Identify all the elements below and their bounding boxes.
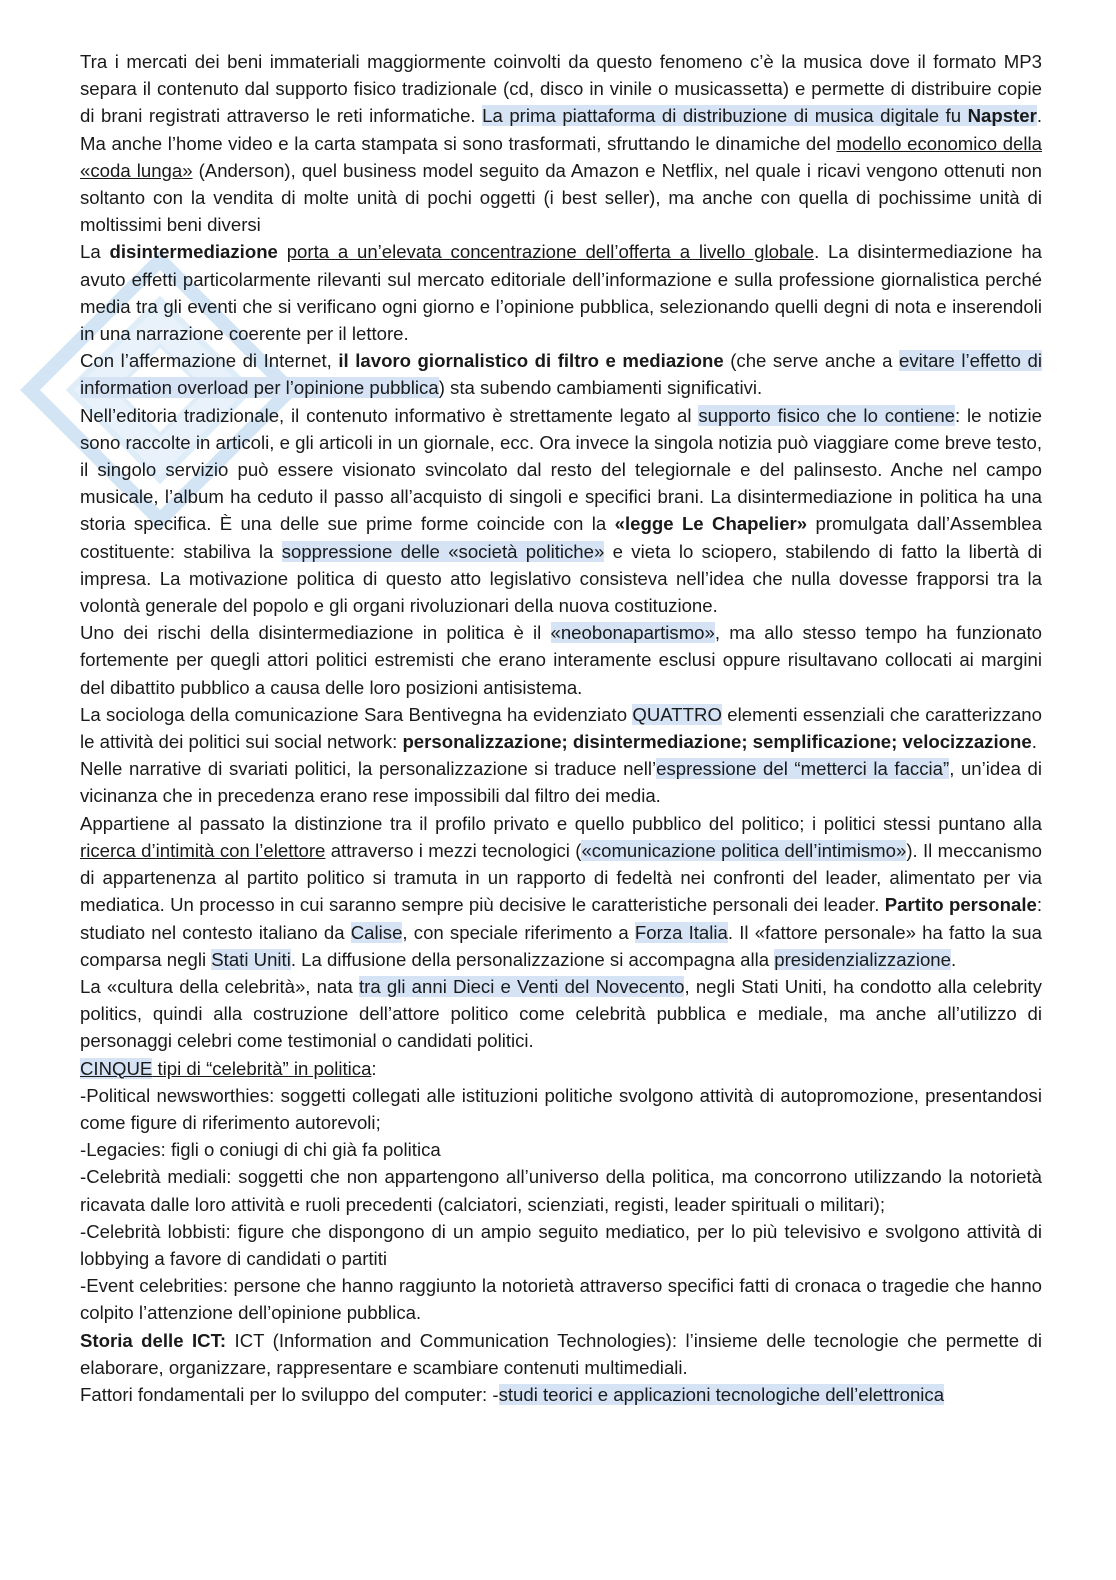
text-run: . Ma anche l’home video e la carta stampata si sono trasformati, sfruttando le dinamiche del	[80, 105, 1042, 154]
highlighted-text: Stati Uniti	[211, 948, 291, 970]
paragraph	[80, 1218, 1042, 1272]
highlighted-text: La prima piattaforma di distribuzione di musica digitale fu	[482, 105, 968, 127]
paragraph	[80, 701, 1042, 755]
text-run: e vieta lo sciopero, stabilendo di fatto la libertà di impresa. La motivazione politica di questo atto legislativo consisteva nell’idea che nulla dovesse frapporsi tra la volontà generale del popolo e gli organi rivoluzionari della nuova costituzione.	[80, 540, 1042, 617]
text-run: : le notizie sono raccolte in articoli, e gli articoli in un giornale, ecc. Ora invece la singola notizia può viaggiare come breve testo, il singolo servizio può essere visionato svincolato dal resto del telegiornale e del palinsesto. Anche nel campo musicale, l’album ha ceduto il passo all’acquisto di singoli e specifici brani. La disintermediazione in politica ha una storia specifica. È una delle sue prime forme coincide con la	[80, 404, 1043, 535]
highlighted-text: supporto fisico che lo contiene	[698, 404, 956, 426]
paragraph	[80, 755, 1042, 809]
text-run: elementi essenziali che caratterizzano le attività dei politici sui social network:	[80, 703, 1042, 753]
text-run: Tra i mercati dei beni immateriali maggiormente coinvolti da questo fenomeno c’è la musica dove il formato MP3 separa il contenuto dal supporto fisico tradizionale (cd, disco in vinile o musicassetta) e permette di distribuire copie di brani registrati attraverso le reti informatiche.	[80, 51, 1042, 127]
text-run: (che serve anche a	[723, 350, 900, 372]
highlighted-text: CINQUE	[80, 1057, 153, 1079]
text-run: -Legacies: figli o coniugi di chi già fa politica	[80, 1139, 441, 1161]
highlighted-text: evitare l’effetto di information overload per l’opinione pubblica	[80, 350, 1042, 399]
paragraph	[80, 619, 1042, 701]
paragraph	[80, 1381, 1042, 1408]
text-run: ricerca d’intimità con l’elettore	[80, 839, 326, 861]
text-run: -Event celebrities: persone che hanno raggiunto la notorietà attraverso specifici fatti di cronaca o tragedie che hanno colpito l’attenzione dell’opinione pubblica.	[80, 1275, 1042, 1324]
text-run: -Celebrità lobbisti: figure che dispongono di un ampio seguito mediatico, per lo più televisivo e svolgono attività di lobbying a favore di candidati o partiti	[80, 1220, 1042, 1269]
text-run: . La disintermediazione ha avuto effetti particolarmente rilevanti sul mercato editoriale dell’informazione e sulla professione giornalistica perché media tra gli eventi che si verificano ogni giorno e l’opinione pubblica, selezionando quelli degni di nota e inserendoli in una narrazione coerente per il lettore.	[80, 241, 1043, 345]
highlighted-text: studi teorici e applicazioni tecnologiche dell’elettronica	[498, 1383, 945, 1405]
text-run: . La diffusione della personalizzazione si accompagna alla	[290, 948, 775, 970]
paragraph	[80, 1082, 1042, 1136]
paragraph	[80, 1055, 1042, 1082]
bold-text: «legge Le Chapelier»	[614, 513, 808, 535]
bold-text: personalizzazione; disintermediazione; semplificazione; velocizzazione	[402, 731, 1032, 753]
text-run	[278, 241, 287, 262]
text-run: Uno dei rischi della disintermediazione in politica è il	[80, 622, 551, 644]
text-run: Nelle narrative di svariati politici, la personalizzazione si traduce nell’	[80, 758, 657, 780]
text-run: La «cultura della celebrità», nata	[80, 975, 360, 997]
text-run: La sociologa della comunicazione Sara Bentivegna ha evidenziato	[80, 703, 633, 725]
text-run: .	[1031, 731, 1037, 753]
document-body	[80, 48, 1042, 1408]
bold-text: Partito personale	[884, 894, 1037, 916]
text-run: -Celebrità mediali: soggetti che non appartengono all’universo della politica, ma concorrono utilizzando la notorietà ricavata dalle loro attività e ruoli precedenti (calciatori, scienziati, registi, leader spirituali o militari);	[80, 1166, 1042, 1215]
text-run: Nell’editoria tradizionale, il contenuto informativo è strettamente legato al	[80, 404, 699, 426]
text-run: porta a un’elevata concentrazione dell’offerta a livello globale	[286, 241, 815, 263]
text-run: tipi di “celebrità” in politica	[152, 1057, 372, 1079]
highlighted-text: QUATTRO	[632, 703, 722, 725]
text-run: Fattori fondamentali per lo sviluppo del computer: -	[80, 1383, 499, 1405]
text-run: ). Il meccanismo di appartenenza al partito politico si tramuta in un rapporto di fedeltà nei confronti del leader, alimentato per via mediatica. Un processo in cui saranno sempre più decisive le caratteristiche personali dei leader.	[80, 839, 1042, 916]
text-run: , con speciale riferimento a	[402, 921, 635, 943]
text-run: (Anderson), quel business model seguito da Amazon e Netflix, nel quale i ricavi vengono ottenuti non soltanto con la vendita di molte unità di pochi oggetti (i best seller), ma anche con quella di pochissime unità di moltissimi beni diversi	[80, 159, 1042, 236]
paragraph	[80, 347, 1042, 401]
highlighted-text: «comunicazione politica dell’intimismo»	[581, 839, 907, 861]
bold-text: il lavoro giornalistico di filtro e mediazione	[338, 350, 724, 372]
highlighted-text: soppressione delle «società politiche»	[281, 540, 605, 562]
highlighted-text: espressione del “metterci la faccia”	[656, 758, 950, 780]
highlighted-text: «neobonapartismo»	[550, 622, 715, 644]
paragraph	[80, 402, 1042, 620]
text-run: attraverso i mezzi tecnologici (	[325, 839, 582, 861]
text-run: , ma allo stesso tempo ha funzionato fortemente per quegli attori politici estremisti che erano interamente esclusi oppure risultavano collocati ai margini del dibattito pubblico a causa delle loro posizioni antisistema.	[80, 622, 1042, 698]
text-run: , negli Stati Uniti, ha condotto alla celebrity politics, quindi alla costruzione dell’attore politico come celebrità pubblica e mediale, ma anche all’utilizzo di personaggi celebri come testimonial o candidati politici.	[80, 975, 1042, 1052]
text-run: ) sta subendo cambiamenti significativi.	[438, 377, 763, 399]
text-run: . Il «fattore personale» ha fatto la sua comparsa negli	[80, 921, 1042, 970]
text-run: -Political newsworthies: soggetti collegati alle istituzioni politiche svolgono attività di autopromozione, presentandosi come figure di riferimento autorevoli;	[80, 1084, 1042, 1133]
text-run: Appartiene al passato la distinzione tra il profilo privato e quello pubblico del politico; i politici stessi puntano alla	[80, 812, 1042, 834]
text-run: .	[951, 948, 957, 970]
text-run: Con l’affermazione di Internet,	[80, 350, 339, 372]
bold-text: Storia delle ICT:	[80, 1329, 227, 1351]
highlighted-text: Forza Italia	[634, 921, 728, 943]
paragraph	[80, 1327, 1042, 1381]
paragraph	[80, 238, 1042, 347]
text-run: : studiato nel contesto italiano da	[80, 894, 1042, 943]
highlighted-text: tra gli anni Dieci e Venti del Novecento	[359, 975, 685, 997]
text-run: modello economico della «coda lunga»	[80, 132, 1042, 181]
paragraph	[80, 810, 1042, 973]
bold-text: disintermediazione	[109, 241, 278, 263]
text-run: La	[80, 241, 110, 263]
paragraph	[80, 48, 1042, 238]
text-run: , un’idea di vicinanza che in precedenza erano rese impossibili dal filtro dei media.	[80, 758, 1042, 807]
highlighted-text: Napster	[967, 105, 1037, 127]
paragraph	[80, 1272, 1042, 1326]
highlighted-text: Calise	[350, 921, 403, 943]
paragraph	[80, 973, 1042, 1055]
paragraph	[80, 1163, 1042, 1217]
highlighted-text: presidenzializzazione	[774, 948, 951, 970]
text-run: promulgata dall’Assemblea costituente: stabiliva la	[80, 513, 1042, 562]
paragraph	[80, 1136, 1042, 1163]
text-run: :	[371, 1057, 377, 1079]
text-run: ICT (Information and Communication Technologies): l’insieme delle tecnologie che permette di elaborare, organizzare, rappresentare e scambiare contenuti multimediali.	[80, 1329, 1043, 1378]
